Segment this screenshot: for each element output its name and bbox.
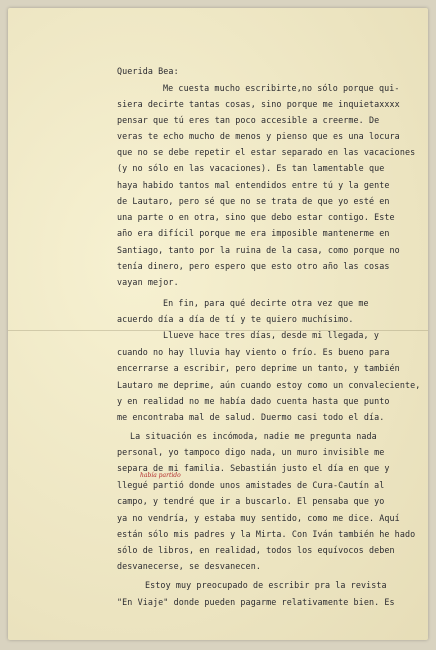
letter-line: Estoy muy preocupado de escribir pra la revista <box>145 580 387 590</box>
letter-line: desvanecerse, se desvanecen. <box>117 561 261 571</box>
letter-line: una parte o en otra, sino que debo estar contigo. Este <box>117 212 395 222</box>
handwritten-insert: había partido <box>140 472 181 479</box>
letter-line: tenía dinero, pero espero que esto otro año las cosas <box>117 261 390 271</box>
letter-line: siera decirte tantas cosas, sino porque me inquietaxxxx <box>117 99 400 109</box>
letter-line: Llueve hace tres días, desde mi llegada, y <box>163 330 379 340</box>
letter-line: sólo de libros, en realidad, todos los equívocos deben <box>117 545 395 555</box>
letter-line: "En Viaje" donde pueden pagarme relativamente bien. Es <box>117 597 395 607</box>
letter-line: (y no sólo en las vacaciones). Es tan lamentable que <box>117 163 385 173</box>
letter-line: Lautaro me deprime, aún cuando estoy como un convaleciente, <box>117 380 421 390</box>
letter-line: de Lautaro, pero sé que no se trata de que yo esté en <box>117 196 390 206</box>
letter-line: vayan mejor. <box>117 277 179 287</box>
salutation: Querida Bea: <box>117 66 179 76</box>
letter-line: pensar que tú eres tan poco accesible a creerme. De <box>117 115 380 125</box>
letter-line: y en realidad no me había dado cuenta hasta que punto <box>117 396 390 406</box>
letter-line: acuerdo día a día de tí y te quiero muchísimo. <box>117 314 354 324</box>
letter-line: encerrarse a escribir, pero deprime un tanto, y también <box>117 363 400 373</box>
letter-line: En fin, para qué decirte otra vez que me <box>163 298 369 308</box>
letter-line: Me cuesta mucho escribirte,no sólo porque qui- <box>163 83 400 93</box>
letter-line: separa de mi familia. Sebastián justo el día en que y <box>117 463 390 473</box>
letter-line: están sólo mis padres y la Mirta. Con Iván también he hado <box>117 529 416 539</box>
letter-line: que no se debe repetir el estar separado en las vacaciones <box>117 147 416 157</box>
letter-line: personal, yo tampoco digo nada, un muro invisible me <box>117 447 385 457</box>
letter-line: llegué partió donde unos amistades de Cura-Cautín al <box>117 480 385 490</box>
letter-line: campo, y tendré que ir a buscarlo. El pensaba que yo <box>117 496 385 506</box>
letter-line: haya habido tantos mal entendidos entre tú y la gente <box>117 180 390 190</box>
letter-line: cuando no hay lluvia hay viento o frío. Es bueno para <box>117 347 390 357</box>
letter-line: ya no vendría, y estaba muy sentido, como me dice. Aquí <box>117 513 400 523</box>
letter-line: me encontraba mal de salud. Duermo casi todo el día. <box>117 412 385 422</box>
letter-line: La situación es incómoda, nadie me pregunta nada <box>130 431 377 441</box>
letter-line: Santiago, tanto por la ruina de la casa, como porque no <box>117 245 400 255</box>
letter-line: año era difícil porque me era imposible mantenerme en <box>117 228 390 238</box>
letter-line: veras te echo mucho de menos y pienso que es una locura <box>117 131 400 141</box>
